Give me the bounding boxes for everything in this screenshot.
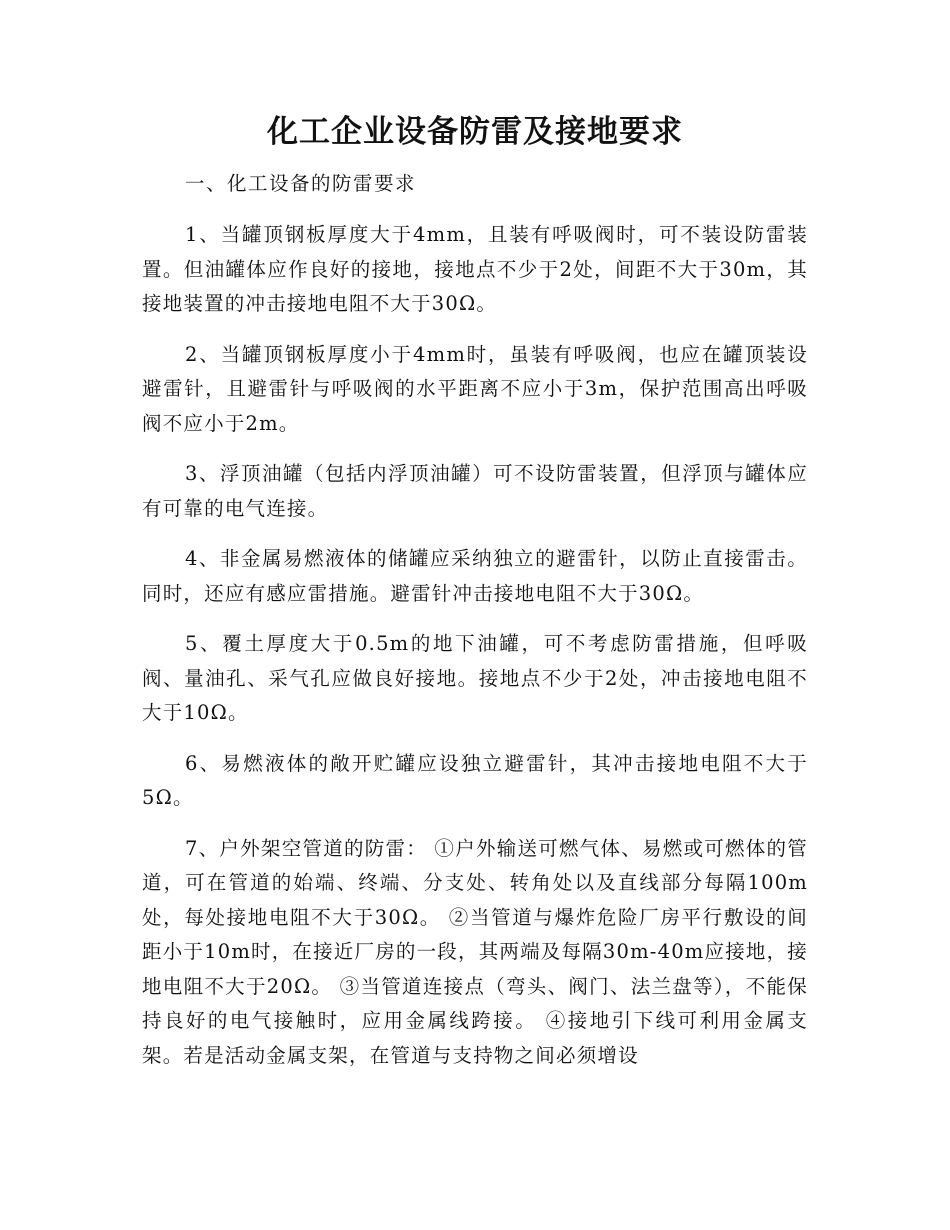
paragraph-2: 2、当罐顶钢板厚度小于4mm时，虽装有呼吸阀，也应在罐顶装设避雷针，且避雷针与呼吸阀的水平距离不应小于3m，保护范围高出呼吸阀不应小于2m。 <box>142 342 808 435</box>
paragraph-1: 1、当罐顶钢板厚度大于4mm，且装有呼吸阀时，可不装设防雷装置。但油罐体应作良好的接地，接地点不少于2处，间距不大于30m，其接地装置的冲击接地电阻不大于30Ω。 <box>142 223 808 315</box>
paragraph-4: 4、非金属易燃液体的储罐应采纳独立的避雷针，以防止直接雷击。同时，还应有感应雷措施。避雷针冲击接地电阻不大于30Ω。 <box>142 547 808 605</box>
section-heading: 一、化工设备的防雷要求 <box>185 172 417 195</box>
paragraph-6: 6、易燃液体的敞开贮罐应设独立避雷针，其冲击接地电阻不大于5Ω。 <box>142 751 808 809</box>
paragraph-3: 3、浮顶油罐（包括内浮顶油罐）可不设防雷装置，但浮顶与罐体应有可靠的电气连接。 <box>142 462 808 520</box>
paragraph-5: 5、覆土厚度大于0.5m的地下油罐，可不考虑防雷措施，但呼吸阀、量油孔、采气孔应做良好接地。接地点不少于2处，冲击接地电阻不大于10Ω。 <box>142 632 808 724</box>
document-body <box>142 218 808 1089</box>
paragraph-7: 7、户外架空管道的防雷： ①户外输送可燃气体、易燃或可燃体的管道，可在管道的始端、终端、分支处、转角处以及直线部分每隔100m处，每处接地电阻不大于30Ω。 ②当管道与爆炸危险厂房平行敷设的间距小于10m时，在接近厂房的一段，其两端及每隔30m-40m应接地，接地电阻不大于20Ω。 ③当管道连接点（弯头、阀门、法兰盘等），不能保持良好的电气接触时，应用金属线跨接。 ④接地引下线可利用金属支架。若是活动金属支架，在管道与支持物之间必须增设 <box>142 836 809 1067</box>
document-title: 化工企业设备防雷及接地要求 <box>267 114 683 150</box>
